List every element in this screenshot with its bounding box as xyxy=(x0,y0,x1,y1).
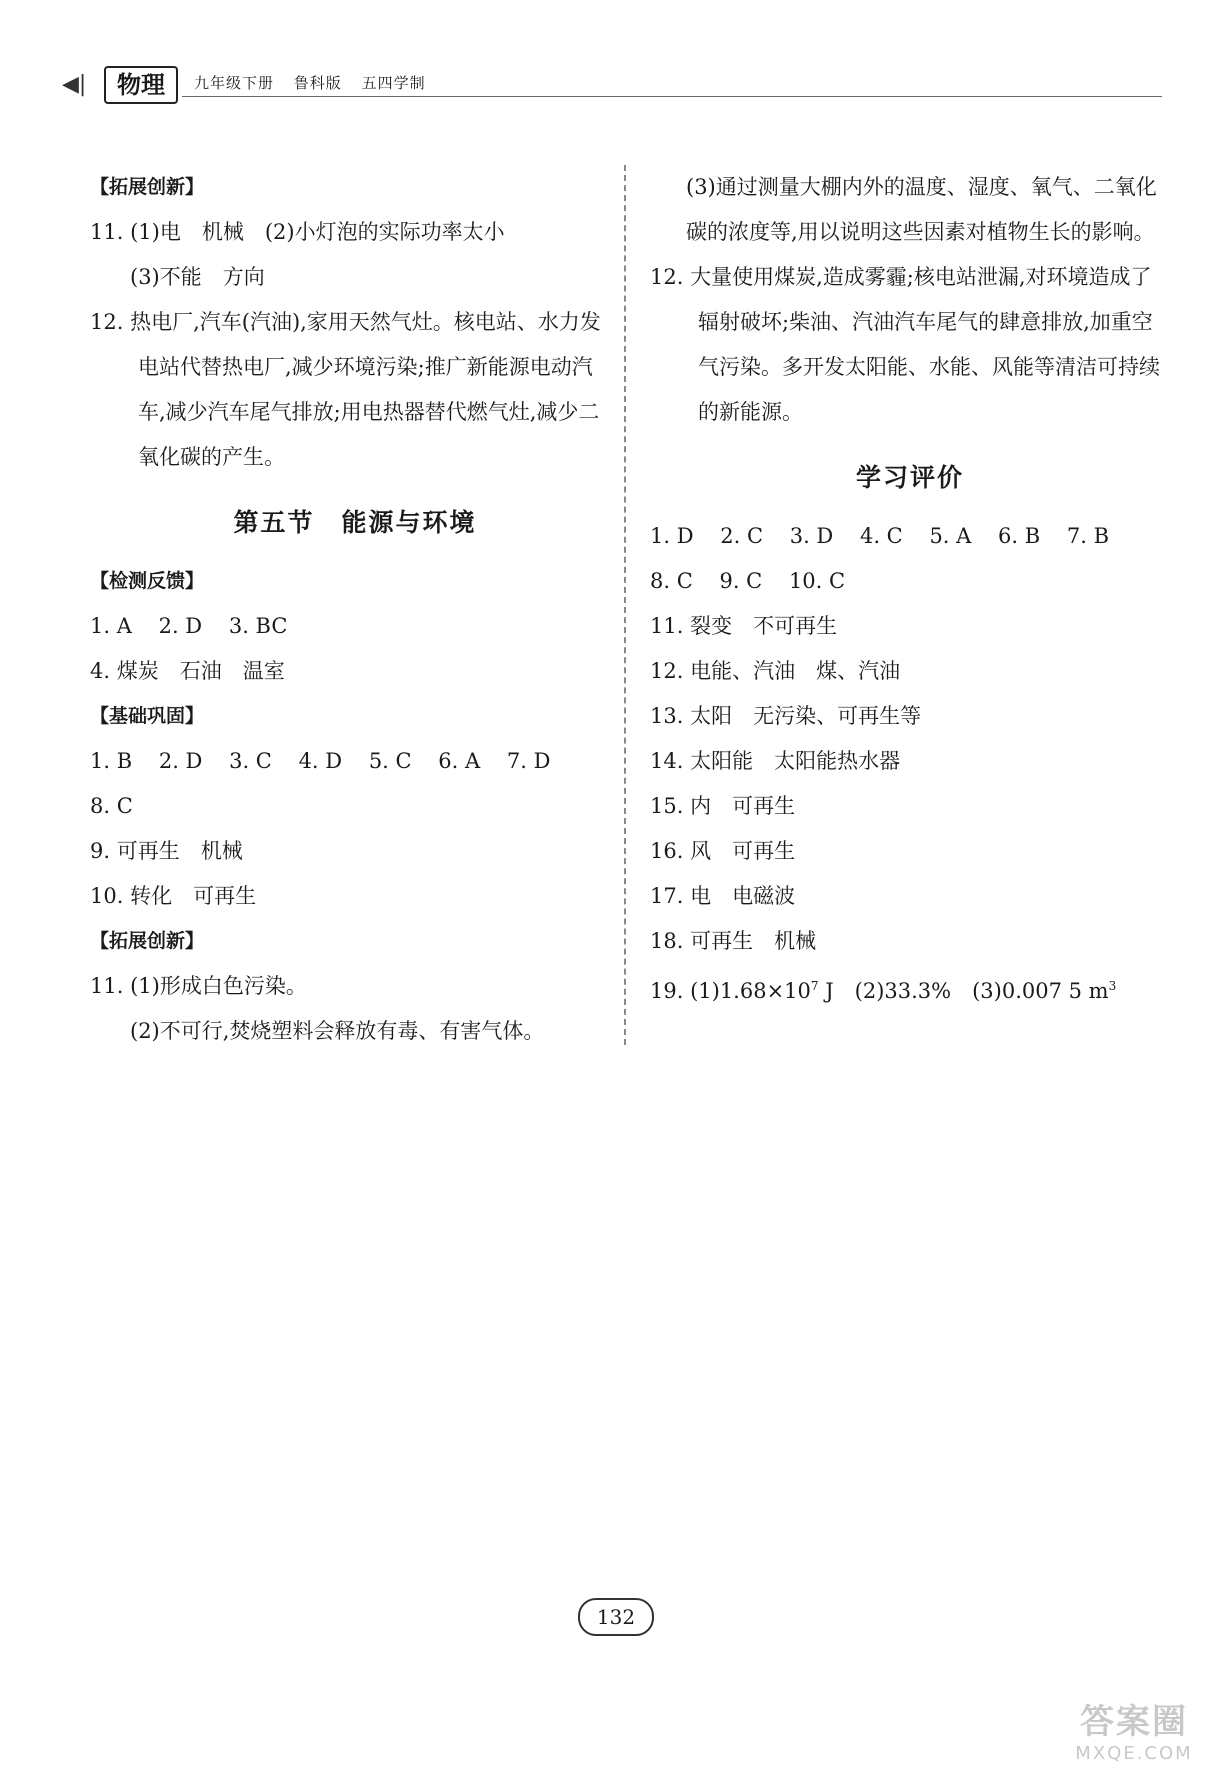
subject-badge: 物理 xyxy=(104,66,178,104)
answer-item: 3. C xyxy=(229,749,272,773)
answer-line: 15. 内 可再生 xyxy=(650,794,796,818)
book-meta xyxy=(194,72,440,93)
answer-line: 10. 转化 可再生 xyxy=(90,884,257,908)
system-label: 五四学制 xyxy=(361,74,426,92)
section-heading: 【基础巩固】 xyxy=(90,705,205,727)
answer-paragraph: 12. 热电厂,汽车(汽油),家用天然气灶。核电站、水力发电站代替热电厂,减少环境污染;推广新能源电动汽车,减少汽车尾气排放;用电热器替代燃气灶,减少二氧化碳的产生。 xyxy=(90,310,601,469)
answer-line: 11. (1)形成白色污染。 xyxy=(90,974,307,998)
answer-line: 11. (1)电 机械 (2)小灯泡的实际功率太小 xyxy=(90,220,505,244)
section-heading: 【拓展创新】 xyxy=(90,930,205,952)
page-number: 132 xyxy=(578,1598,654,1636)
section-title: 第五节 能源与环境 xyxy=(233,508,477,537)
q19-exponent: 7 xyxy=(810,979,819,993)
answer-row xyxy=(650,514,1170,559)
answer-line: 18. 可再生 机械 xyxy=(650,929,817,953)
answer-item: 1. B xyxy=(90,749,133,773)
answer-paragraph: (3)通过测量大棚内外的温度、湿度、氧气、二氧化碳的浓度等,用以说明这些因素对植物生长的影响。 xyxy=(686,175,1157,244)
answer-item: 6. B xyxy=(998,524,1041,548)
answer-item: 3. D xyxy=(789,524,834,548)
q19-part: J (2)33.3% (3)0.007 5 m xyxy=(818,979,1109,1003)
answer-item: 1. D xyxy=(650,524,694,548)
answer-line: 4. 煤炭 石油 温室 xyxy=(90,659,285,683)
answer-row xyxy=(650,559,1170,604)
answer-item: 2. D xyxy=(158,614,203,638)
answer-item: 2. D xyxy=(158,749,203,773)
answer-item: 6. A xyxy=(438,749,481,773)
right-column xyxy=(650,165,1170,1014)
answer-item: 10. C xyxy=(788,569,846,593)
column-divider xyxy=(624,165,626,1045)
answer-line: 17. 电 电磁波 xyxy=(650,884,796,908)
answer-line: 8. C xyxy=(90,794,133,818)
watermark-title: 答案圈 xyxy=(1080,1702,1188,1742)
answer-line: 9. 可再生 机械 xyxy=(90,839,243,863)
section-title: 学习评价 xyxy=(855,463,964,492)
grade-label: 九年级下册 xyxy=(194,74,275,92)
answer-item: 8. C xyxy=(650,569,693,593)
answer-line: 13. 太阳 无污染、可再生等 xyxy=(650,704,922,728)
section-heading: 【检测反馈】 xyxy=(90,570,205,592)
answer-line: 14. 太阳能 太阳能热水器 xyxy=(650,749,901,773)
header-rule xyxy=(182,96,1162,97)
answer-item: 5. C xyxy=(368,749,412,773)
answer-line: 16. 风 可再生 xyxy=(650,839,796,863)
answer-line: (3)不能 方向 xyxy=(130,265,265,289)
answer-item: 7. B xyxy=(1066,524,1110,548)
q19-unit-exponent: 3 xyxy=(1108,979,1117,993)
answer-item: 1. A xyxy=(90,614,132,638)
answer-item: 5. A xyxy=(929,524,972,548)
left-column xyxy=(90,165,620,1054)
q19-part: 19. (1)1.68×10 xyxy=(650,979,811,1003)
watermark-url: MXQE.COM xyxy=(1075,1743,1193,1764)
edition-label: 鲁科版 xyxy=(293,74,342,92)
watermark xyxy=(1059,1694,1209,1774)
answer-line: (2)不可行,焚烧塑料会释放有毒、有害气体。 xyxy=(130,1019,545,1043)
answer-item: 2. C xyxy=(720,524,764,548)
answer-item: 4. C xyxy=(859,524,903,548)
page-header xyxy=(62,66,1162,106)
answer-paragraph: 12. 大量使用煤炭,造成雾霾;核电站泄漏,对环境造成了辐射破坏;柴油、汽油汽车尾气的肆意排放,加重空气污染。多开发太阳能、水能、风能等清洁可持续的新能源。 xyxy=(650,265,1160,424)
section-heading: 【拓展创新】 xyxy=(90,176,205,198)
answer-row xyxy=(90,739,620,784)
answer-line: 11. 裂变 不可再生 xyxy=(650,614,838,638)
answer-item: 4. D xyxy=(298,749,343,773)
answer-item: 3. BC xyxy=(228,614,288,638)
answer-row xyxy=(90,604,620,649)
answer-item: 9. C xyxy=(719,569,763,593)
answer-line-19 xyxy=(650,964,1170,1014)
answer-item: 7. D xyxy=(506,749,551,773)
arrow-left-icon: ◀| xyxy=(62,72,87,97)
answer-line: 12. 电能、汽油 煤、汽油 xyxy=(650,659,901,683)
